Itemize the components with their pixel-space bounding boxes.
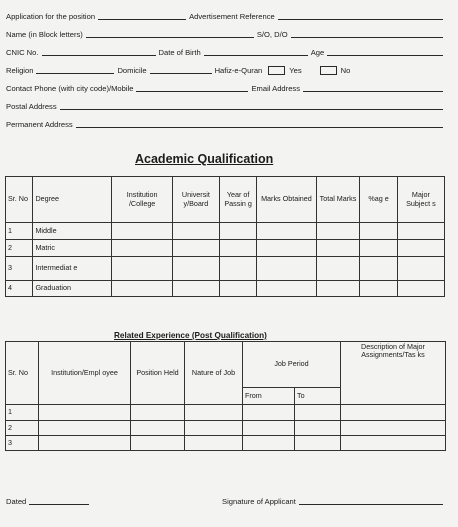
cell[interactable] xyxy=(360,281,397,297)
cell[interactable] xyxy=(220,281,257,297)
table-row xyxy=(6,223,445,240)
row-sr: 1 xyxy=(6,223,33,240)
cell[interactable] xyxy=(257,240,316,257)
header-degree: Degree xyxy=(33,177,112,223)
name-label: Name (in Block letters) xyxy=(6,30,83,39)
dob-field[interactable] xyxy=(204,55,308,56)
header-nature: Nature of Job xyxy=(185,342,243,405)
religion-line xyxy=(6,62,446,76)
domicile-label: Domicile xyxy=(117,66,147,75)
cell[interactable] xyxy=(39,405,131,421)
cell[interactable] xyxy=(172,281,219,297)
header-percentage: %ag e xyxy=(360,177,397,223)
row-degree: Matric xyxy=(33,240,112,257)
ad-ref-field[interactable] xyxy=(278,19,443,20)
dated-line xyxy=(6,497,92,507)
cell[interactable] xyxy=(316,257,360,281)
cell[interactable] xyxy=(316,281,360,297)
header-from: From xyxy=(243,388,295,405)
cell[interactable] xyxy=(295,436,341,451)
cell[interactable] xyxy=(185,436,243,451)
cell[interactable] xyxy=(243,421,295,436)
email-label: Email Address xyxy=(251,84,301,93)
cell[interactable] xyxy=(112,281,172,297)
cell[interactable] xyxy=(131,421,185,436)
cell[interactable] xyxy=(112,223,172,240)
ad-ref-label: Advertisement Reference xyxy=(189,12,275,21)
permanent-line xyxy=(6,116,446,130)
signature-line xyxy=(222,497,446,507)
row-sr: 3 xyxy=(6,436,39,451)
row-sr: 2 xyxy=(6,421,39,436)
cell[interactable] xyxy=(257,257,316,281)
signature-field[interactable] xyxy=(299,504,443,505)
cell[interactable] xyxy=(131,405,185,421)
so-do-field[interactable] xyxy=(291,37,443,38)
cell[interactable] xyxy=(360,240,397,257)
header-university: Universit y/Board xyxy=(172,177,219,223)
header-total-marks: Total Marks xyxy=(316,177,360,223)
name-line xyxy=(6,26,446,40)
row-sr: 4 xyxy=(6,281,33,297)
contact-field[interactable] xyxy=(136,91,248,92)
academic-header-row xyxy=(6,177,445,223)
religion-label: Religion xyxy=(6,66,34,75)
domicile-field[interactable] xyxy=(150,73,212,74)
header-description: Description of Major Assignments/Tas ks xyxy=(341,342,446,405)
header-sr-no: Sr. No xyxy=(6,177,33,223)
table-row xyxy=(6,436,446,451)
row-sr: 1 xyxy=(6,405,39,421)
contact-label: Contact Phone (with city code)/Mobile xyxy=(6,84,134,93)
cell[interactable] xyxy=(185,405,243,421)
table-row xyxy=(6,257,445,281)
header-institution: Institution/Empl oyee xyxy=(39,342,131,405)
header-year: Year of Passin g xyxy=(220,177,257,223)
experience-title: Related Experience (Post Qualification) xyxy=(114,331,267,340)
dated-label: Dated xyxy=(6,497,27,506)
row-sr: 2 xyxy=(6,240,33,257)
cell[interactable] xyxy=(220,257,257,281)
no-label: No xyxy=(340,66,351,75)
table-row xyxy=(6,421,446,436)
cnic-field[interactable] xyxy=(42,55,156,56)
cell[interactable] xyxy=(243,405,295,421)
position-field[interactable] xyxy=(98,19,186,20)
academic-table xyxy=(5,176,445,297)
cell[interactable] xyxy=(172,240,219,257)
cell[interactable] xyxy=(39,421,131,436)
position-line xyxy=(6,8,446,22)
row-degree: Graduation xyxy=(33,281,112,297)
cell[interactable] xyxy=(316,223,360,240)
hafiz-label: Hafiz-e-Quran xyxy=(214,66,263,75)
table-row xyxy=(6,240,445,257)
header-to: To xyxy=(295,388,341,405)
cell[interactable] xyxy=(316,240,360,257)
age-field[interactable] xyxy=(327,55,443,56)
cell[interactable] xyxy=(295,421,341,436)
cell[interactable] xyxy=(185,421,243,436)
row-sr: 3 xyxy=(6,257,33,281)
cell[interactable] xyxy=(220,240,257,257)
dob-label: Date of Birth xyxy=(158,48,201,57)
cell[interactable] xyxy=(112,257,172,281)
academic-title: Academic Qualification xyxy=(135,152,274,166)
age-label: Age xyxy=(310,48,325,57)
email-field[interactable] xyxy=(303,91,443,92)
cell[interactable] xyxy=(172,223,219,240)
so-do-label: S/O, D/O xyxy=(256,30,288,39)
cell[interactable] xyxy=(131,436,185,451)
permanent-field[interactable] xyxy=(76,127,443,128)
cell[interactable] xyxy=(112,240,172,257)
permanent-label: Permanent Address xyxy=(6,120,73,129)
cell[interactable] xyxy=(295,405,341,421)
postal-line xyxy=(6,98,446,112)
yes-checkbox[interactable] xyxy=(268,66,285,75)
header-position: Position Held xyxy=(131,342,185,405)
cnic-label: CNIC No. xyxy=(6,48,39,57)
header-sr-no: Sr. No xyxy=(6,342,39,405)
cell[interactable] xyxy=(341,405,446,421)
cell[interactable] xyxy=(341,421,446,436)
header-institution: Institution /College xyxy=(112,177,172,223)
name-field[interactable] xyxy=(86,37,254,38)
cell[interactable] xyxy=(397,223,444,240)
cell[interactable] xyxy=(172,257,219,281)
experience-table xyxy=(5,341,446,451)
signature-label: Signature of Applicant xyxy=(222,497,296,506)
dated-field[interactable] xyxy=(29,504,89,505)
postal-field[interactable] xyxy=(60,109,443,110)
cell[interactable] xyxy=(397,257,444,281)
header-job-period: Job Period xyxy=(243,342,341,388)
yes-label: Yes xyxy=(289,66,302,75)
table-row xyxy=(6,405,446,421)
postal-label: Postal Address xyxy=(6,102,57,111)
religion-field[interactable] xyxy=(36,73,114,74)
cell[interactable] xyxy=(397,281,444,297)
cell[interactable] xyxy=(360,257,397,281)
experience-header-row xyxy=(6,342,446,388)
header-major-subjects: Major Subject s xyxy=(397,177,444,223)
cell[interactable] xyxy=(243,436,295,451)
cell[interactable] xyxy=(39,436,131,451)
position-label: Application for the position xyxy=(6,12,96,21)
cell[interactable] xyxy=(397,240,444,257)
cell[interactable] xyxy=(341,436,446,451)
cell[interactable] xyxy=(257,281,316,297)
row-degree: Intermediat e xyxy=(33,257,112,281)
cell[interactable] xyxy=(360,223,397,240)
table-row xyxy=(6,281,445,297)
cnic-line xyxy=(6,44,446,58)
contact-line xyxy=(6,80,446,94)
cell[interactable] xyxy=(257,223,316,240)
row-degree: Middle xyxy=(33,223,112,240)
header-marks-obtained: Marks Obtained xyxy=(257,177,316,223)
cell[interactable] xyxy=(220,223,257,240)
no-checkbox[interactable] xyxy=(320,66,337,75)
